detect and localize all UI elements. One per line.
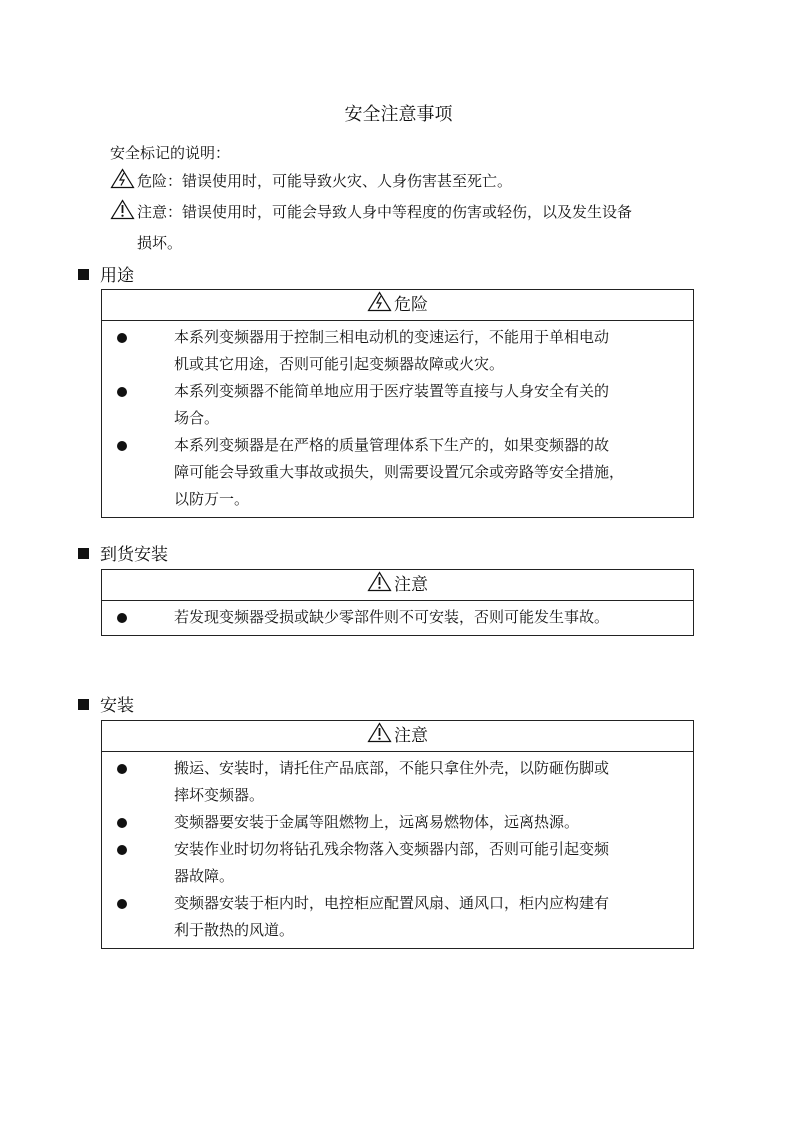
caution-box-installation	[101, 720, 694, 949]
item-text-line: 本系列变频器是在严格的质量管理体系下生产的，如果变频器的故	[174, 436, 610, 454]
danger-lightning-triangle-icon	[110, 168, 135, 200]
bullet-icon	[117, 899, 127, 909]
list-item	[102, 890, 693, 944]
list-item	[102, 809, 693, 836]
caution-exclamation-triangle-icon	[367, 571, 392, 602]
bullet-icon	[117, 818, 127, 828]
square-bullet-icon	[78, 269, 89, 280]
section-heading-text: 用途	[100, 266, 134, 286]
box-header	[102, 290, 693, 321]
caution-exclamation-triangle-icon	[110, 199, 135, 231]
box-header	[102, 570, 693, 601]
list-item	[102, 378, 693, 432]
bullet-icon	[117, 441, 127, 451]
item-text-line: 以防万一。	[174, 490, 250, 508]
item-text-line: 机或其它用途，否则可能引起变频器故障或火灾。	[174, 355, 505, 373]
legend-danger-text: 危险：错误使用时，可能导致火灾、人身伤害甚至死亡。	[137, 172, 513, 190]
caution-exclamation-triangle-icon	[367, 722, 392, 753]
safety-symbol-legend	[110, 140, 750, 258]
danger-lightning-triangle-icon	[367, 291, 392, 322]
danger-box-usage	[101, 289, 694, 518]
item-text-line: 变频器要安装于金属等阻燃物上，远离易燃物体，远离热源。	[174, 813, 580, 831]
legend-caution-text: 注意：错误使用时，可能会导致人身中等程度的伤害或轻伤，以及发生设备	[137, 203, 633, 221]
list-item	[102, 604, 693, 631]
legend-caution	[110, 197, 750, 228]
section-heading-installation	[78, 694, 134, 718]
item-text-line: 器故障。	[174, 867, 235, 885]
bullet-icon	[117, 333, 127, 343]
box-title: 注意	[394, 726, 428, 746]
section-heading-text: 到货安装	[100, 545, 168, 565]
section-heading-arrival	[78, 543, 168, 567]
square-bullet-icon	[78, 548, 89, 559]
item-text-line: 障可能会导致重大事故或损失，则需要设置冗余或旁路等安全措施，	[174, 463, 625, 481]
page-title: 安全注意事项	[344, 104, 453, 125]
section-heading-usage	[78, 264, 134, 288]
item-text-line: 场合。	[174, 409, 220, 427]
list-item	[102, 836, 693, 890]
legend-caution-continuation: 损坏。	[137, 234, 183, 252]
list-item	[102, 432, 693, 513]
bullet-icon	[117, 613, 127, 623]
legend-danger	[110, 166, 750, 197]
box-title: 危险	[394, 295, 428, 315]
bullet-icon	[117, 387, 127, 397]
bullet-icon	[117, 764, 127, 774]
box-header	[102, 721, 693, 752]
section-heading-text: 安装	[100, 696, 134, 716]
bullet-icon	[117, 845, 127, 855]
list-item	[102, 324, 693, 378]
item-text-line: 安装作业时切勿将钻孔残余物落入变频器内部，否则可能引起变频	[174, 840, 610, 858]
square-bullet-icon	[78, 699, 89, 710]
item-text-line: 搬运、安装时，请托住产品底部，不能只拿住外壳，以防砸伤脚或	[174, 759, 610, 777]
item-text-line: 若发现变频器受损或缺少零部件则不可安装，否则可能发生事故。	[174, 608, 610, 626]
item-text-line: 利于散热的风道。	[174, 921, 295, 939]
list-item	[102, 755, 693, 809]
item-text-line: 变频器安装于柜内时，电控柜应配置风扇、通风口，柜内应构建有	[174, 894, 610, 912]
item-text-line: 摔坏变频器。	[174, 786, 265, 804]
item-text-line: 本系列变频器用于控制三相电动机的变速运行，不能用于单相电动	[174, 328, 610, 346]
legend-heading: 安全标记的说明：	[110, 144, 231, 162]
caution-box-arrival	[101, 569, 694, 636]
box-title: 注意	[394, 575, 428, 595]
item-text-line: 本系列变频器不能简单地应用于医疗装置等直接与人身安全有关的	[174, 382, 610, 400]
